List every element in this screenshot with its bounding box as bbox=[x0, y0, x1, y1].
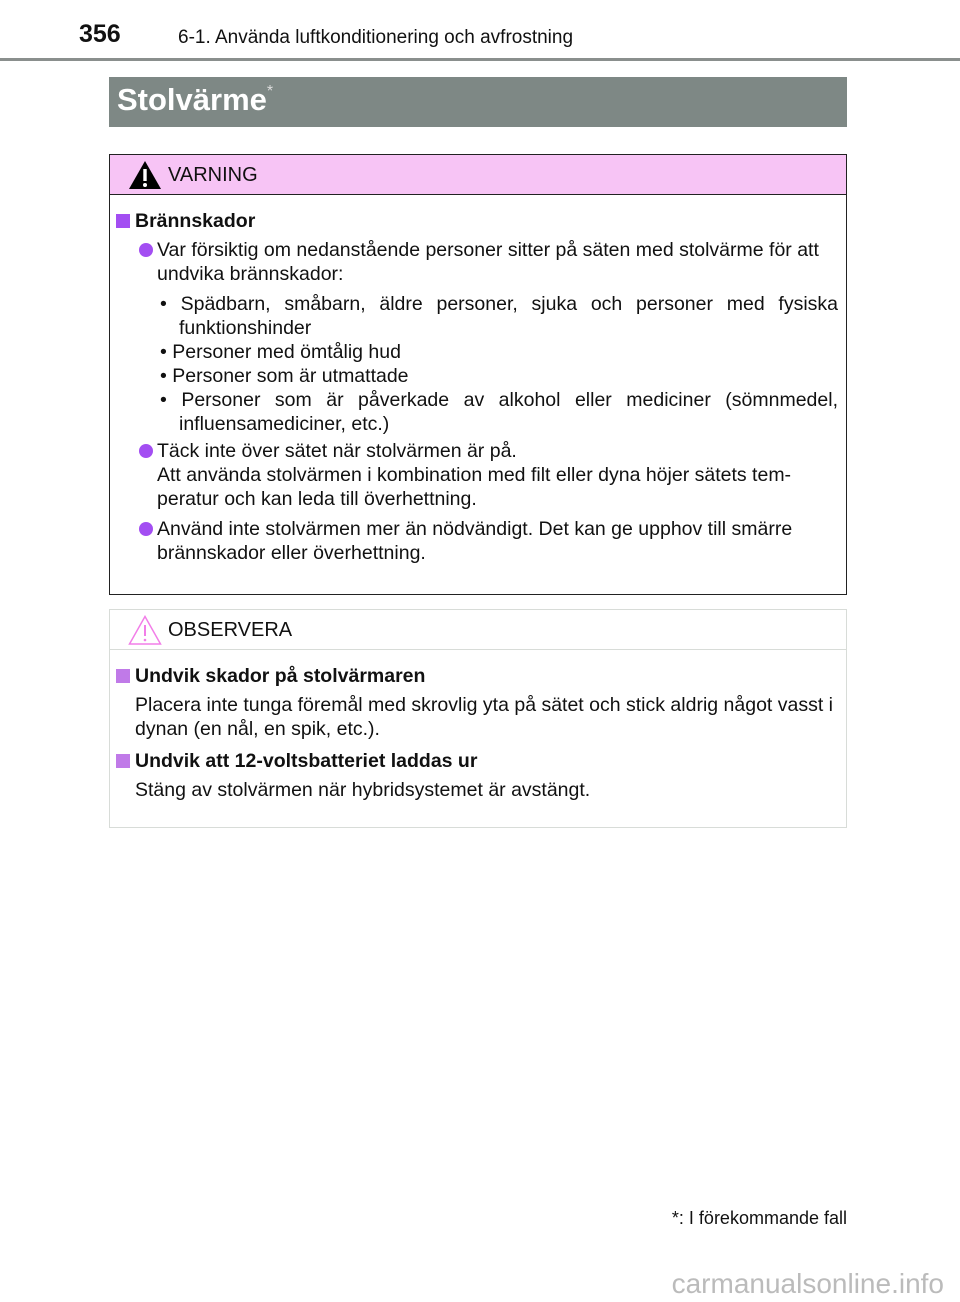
heading-text: Undvik skador på stolvärmaren bbox=[135, 665, 426, 687]
bullet-text: Personer med ömtålig hud bbox=[172, 341, 401, 363]
bullet-text: Personer som är påverkade av alkohol eller mediciner (sömnmedel, influensamediciner, etc.) bbox=[179, 389, 838, 435]
warning-triangle-icon bbox=[128, 160, 162, 190]
warning-header bbox=[110, 155, 846, 195]
dot-bullet-icon bbox=[139, 522, 153, 536]
bullet-item: • Personer som är utmattade bbox=[160, 365, 409, 387]
square-bullet-icon bbox=[116, 754, 130, 768]
bullet-text: Spädbarn, småbarn, äldre personer, sjuka och personer med fysiska funktionshinder bbox=[179, 293, 839, 339]
bullet-item: • Spädbarn, småbarn, äldre personer, sjuka och personer med fysiska funktionshinder bbox=[160, 293, 839, 339]
bullet-item: • Personer med ömtålig hud bbox=[160, 341, 401, 363]
warning-point bbox=[116, 439, 838, 511]
heading-text: Brännskador bbox=[135, 210, 256, 232]
point-text bbox=[157, 439, 838, 511]
warning-point bbox=[116, 517, 838, 565]
dot-bullet-icon bbox=[139, 243, 153, 257]
warning-point bbox=[116, 238, 838, 286]
chapter-title: 6-1. Använda luftkonditionering och avfrostning bbox=[178, 27, 574, 48]
section-title bbox=[109, 77, 847, 127]
notice-header bbox=[110, 610, 846, 650]
point-text: Använd inte stolvärmen mer än nödvändigt. Det kan ge upphov till smärre brännskador eller överhettning. bbox=[157, 518, 793, 564]
notice-box bbox=[109, 609, 847, 828]
dot-bullet-icon bbox=[139, 444, 153, 458]
notice-heading bbox=[116, 749, 838, 773]
notice-heading bbox=[116, 664, 838, 688]
asterisk: * bbox=[266, 83, 274, 100]
section-title-text: Stolvärme bbox=[117, 82, 267, 117]
point-text: Var försiktig om nedanstående personer sitter på säten med stolvärme för att undvika brännskador: bbox=[157, 239, 819, 285]
watermark: carmanualsonline.info bbox=[671, 1268, 944, 1299]
footnote: *: I förekommande fall bbox=[671, 1208, 847, 1228]
square-bullet-icon bbox=[116, 669, 130, 683]
point-line: Täck inte över sätet när stolvärmen är på. bbox=[157, 440, 517, 462]
warning-box bbox=[109, 154, 847, 595]
bullet-text: Personer som är utmattade bbox=[172, 365, 409, 387]
point-detail: Att använda stolvärmen i kombination med filt eller dyna höjer sätets tem-peratur och kan leda till överhettning. bbox=[157, 464, 792, 510]
page-number: 356 bbox=[79, 20, 121, 48]
square-bullet-icon bbox=[116, 214, 130, 228]
heading-text: Undvik att 12-voltsbatteriet laddas ur bbox=[135, 750, 478, 772]
notice-text: Stäng av stolvärmen när hybridsystemet är avstängt. bbox=[135, 779, 591, 801]
warning-heading bbox=[116, 209, 838, 233]
header-rule bbox=[0, 58, 960, 61]
notice-text: Placera inte tunga föremål med skrovlig yta på sätet och stick aldrig något vasst i dynan (en nål, en spik, etc.). bbox=[135, 694, 834, 740]
caution-triangle-icon bbox=[128, 615, 162, 645]
bullet-item: • Personer som är påverkade av alkohol eller mediciner (sömnmedel, influensamediciner, etc.) bbox=[160, 389, 838, 435]
warning-label: VARNING bbox=[168, 163, 258, 186]
notice-label: OBSERVERA bbox=[168, 618, 293, 641]
